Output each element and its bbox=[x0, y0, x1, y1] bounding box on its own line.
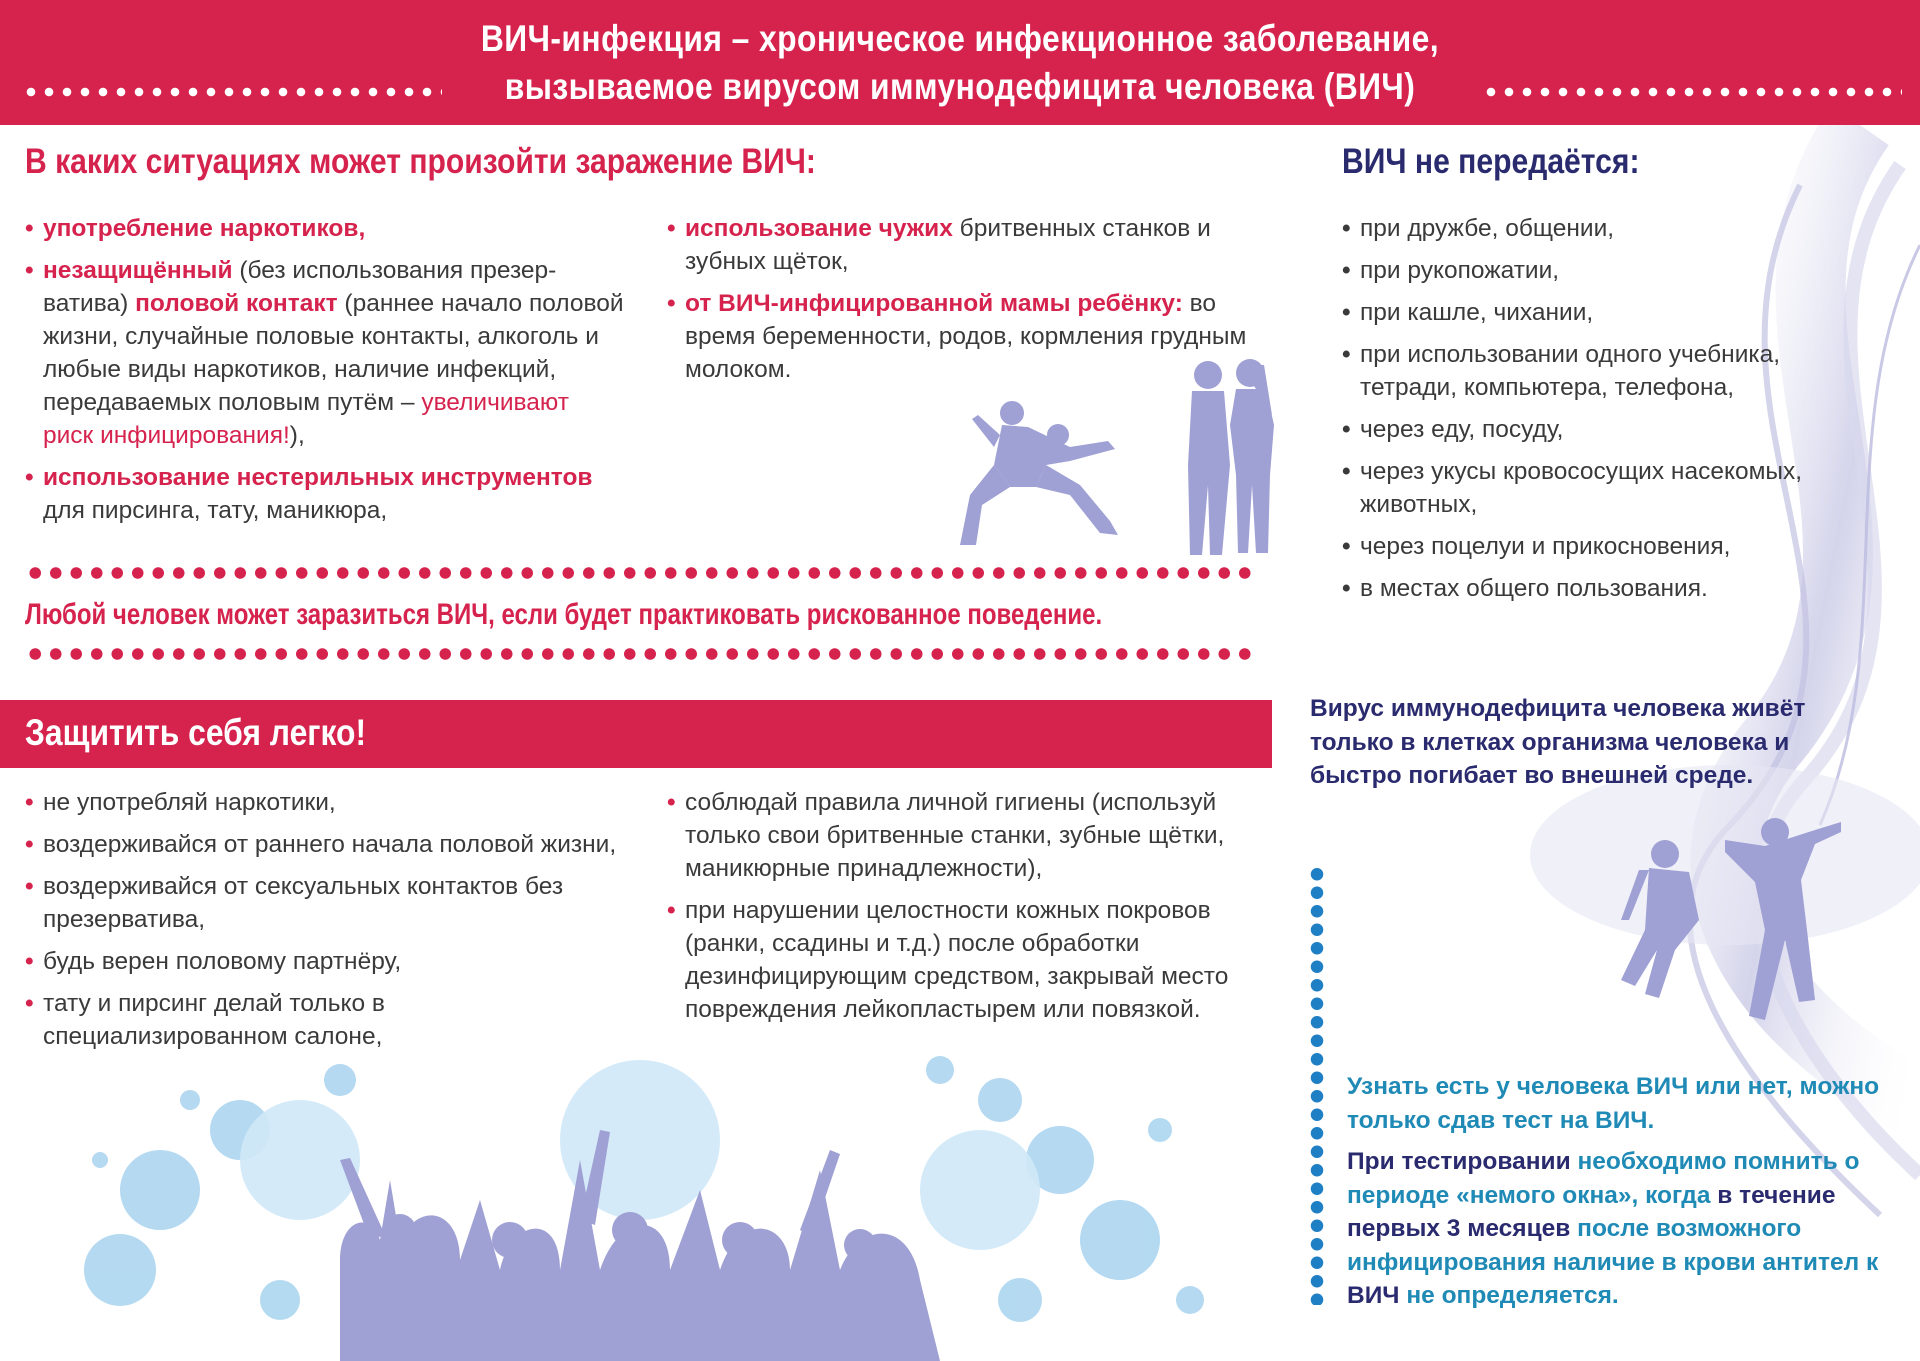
list-item: • в местах общего пользования. bbox=[1342, 575, 1708, 602]
list-item: • при кашле, чихании, bbox=[1342, 299, 1594, 326]
list-item: • воздерживайся от сексуальных контактов без презерватива, bbox=[25, 873, 564, 933]
not-transmitted-heading: ВИЧ не передаётся: bbox=[1342, 142, 1640, 181]
infection-list-left bbox=[25, 212, 625, 536]
list-item: • при нарушении целостности кожных покровов (ранки, ссадины и т.д.) после обработки дезинфицирующим средством, закрывай место повреждения лейкопластырем или повязкой. bbox=[667, 897, 1229, 1023]
header-banner bbox=[0, 0, 1920, 125]
list-item: • не употребляй наркотики, bbox=[25, 789, 336, 816]
list-item: • воздерживайся от раннего начала половой жизни, bbox=[25, 831, 617, 858]
test-note-paragraph-2: При тестировании необходимо помнить о периоде «немого окна», когда в течение первых 3 месяцев после возможного инфицирования наличие в крови антител к ВИЧ не определяется. bbox=[1347, 1148, 1879, 1309]
list-item: • через поцелуи и прикосновения, bbox=[1342, 533, 1731, 560]
list-item: • через укусы кровососущих насекомых, животных, bbox=[1342, 458, 1803, 518]
jumping-people-silhouette bbox=[1615, 810, 1845, 1035]
couple-silhouette bbox=[1180, 355, 1280, 560]
protect-heading: Защитить себя легко! bbox=[25, 712, 367, 753]
header-dots-right bbox=[1482, 87, 1902, 97]
test-note-paragraph-1: Узнать есть у человека ВИЧ или нет, можно только сдав тест на ВИЧ. bbox=[1347, 1073, 1880, 1134]
list-item: • использование нестерильных инструментов для пирсинга, тату, маникюра, bbox=[25, 464, 593, 524]
list-item: • употребление наркотиков, bbox=[25, 215, 366, 242]
list-item: • соблюдай правила личной гигиены (используй только свои бритвенные станки, зубные щётки, маникюрные принадлежности), bbox=[667, 789, 1225, 882]
test-note bbox=[1347, 1070, 1897, 1313]
protect-list-left bbox=[25, 786, 625, 1062]
header-title-line1: ВИЧ-инфекция – хроническое инфекционное заболевание, bbox=[480, 18, 1440, 59]
separator-dots-top bbox=[25, 566, 1257, 580]
list-item: • тату и пирсинг делай только в специализированном салоне, bbox=[25, 990, 385, 1050]
separator-dots-bottom bbox=[25, 647, 1257, 661]
list-item: • будь верен половому партнёру, bbox=[25, 948, 402, 975]
risk-tagline: Любой человек может заразиться ВИЧ, если будет практиковать рискованное поведение. bbox=[25, 598, 1103, 631]
list-item: • незащищённый (без использования презерватива) половой контакт (раннее начало половой жизни, случайные половые контакты, алкоголь и любые виды наркотиков, наличие инфекций, передаваемых половым путём – увеличивают риск инфицирования!), bbox=[25, 257, 624, 449]
list-item: • использование чужих бритвенных станков и зубных щёток, bbox=[667, 215, 1211, 275]
header-title-line2: вызываемое вирусом иммунодефицита человека (ВИЧ) bbox=[504, 66, 1416, 107]
list-item: • при рукопожатии, bbox=[1342, 257, 1560, 284]
header-dots-left bbox=[22, 87, 442, 97]
not-transmitted-list bbox=[1342, 212, 1882, 614]
list-item: • при дружбе, общении, bbox=[1342, 215, 1615, 242]
protect-list-right bbox=[667, 786, 1267, 1035]
blue-dotted-line bbox=[1310, 865, 1324, 1305]
crowd-illustration bbox=[40, 1040, 1240, 1361]
infection-heading: В каких ситуациях может произойти заражение ВИЧ: bbox=[25, 142, 816, 181]
list-item: • через еду, посуду, bbox=[1342, 416, 1564, 443]
virus-note: Вирус иммунодефицита человека живёт только в клетках организма человека и быстро погибает во внешней среде. bbox=[1310, 695, 1806, 789]
list-item: • при использовании одного учебника, тетради, компьютера, телефона, bbox=[1342, 341, 1781, 401]
list-item: • от ВИЧ-инфицированной мамы ребёнку: во время беременности, родов, кормления грудным молоком. bbox=[667, 290, 1247, 383]
dancers-silhouette bbox=[950, 395, 1150, 550]
protect-banner bbox=[0, 700, 1272, 768]
